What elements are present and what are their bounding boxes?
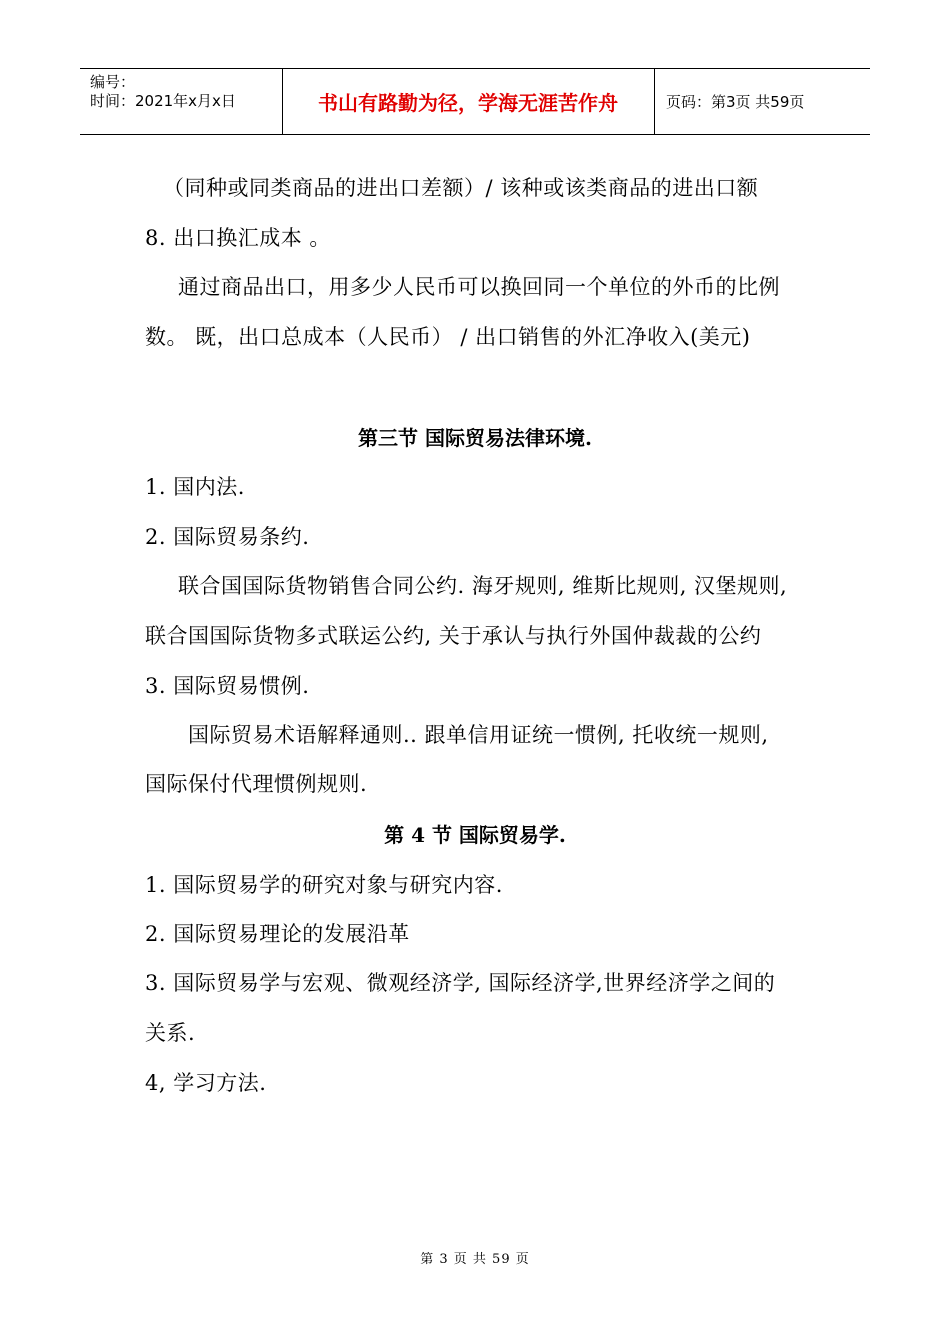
text-line-practices-2: 国际保付代理惯例规则.: [145, 772, 368, 796]
page-header: [80, 68, 870, 135]
header-page-info: 页码：第3页 共59页: [666, 93, 805, 111]
list-item-4-2: 2. 国际贸易理论的发展沿革: [145, 922, 410, 946]
text-line-1: （同种或同类商品的进出口差额）/ 该种或该类商品的进出口额: [163, 176, 759, 200]
list-item-2: 2. 国际贸易条约.: [145, 525, 310, 549]
text-line-treaties-2: 联合国国际货物多式联运公约, 关于承认与执行外国仲裁裁的公约: [145, 624, 762, 648]
document-number-label: 编号：: [90, 73, 136, 91]
section-heading-3: 第三节 国际贸易法律环境.: [358, 426, 592, 450]
text-line-3: 通过商品出口，用多少人民币可以换回同一个单位的外币的比例: [178, 275, 780, 299]
list-item-4-4: 4, 学习方法.: [145, 1071, 267, 1095]
header-meta-cell: [80, 69, 283, 134]
text-line-practices-1: 国际贸易术语解释通则.. 跟单信用证统一惯例, 托收统一规则,: [188, 723, 769, 747]
text-line-relations: 关系.: [145, 1021, 196, 1045]
list-item-4-1: 1. 国际贸易学的研究对象与研究内容.: [145, 873, 503, 897]
header-motto: 书山有路勤为径，学海无涯苦作舟: [282, 69, 655, 134]
list-item-1: 1. 国内法.: [145, 475, 245, 499]
page-footer: 第 3 页 共 59 页: [420, 1252, 530, 1267]
list-item-4-3: 3. 国际贸易学与宏观、微观经济学, 国际经济学,世界经济学之间的: [145, 971, 776, 995]
document-date-label: 时间：2021年x月x日: [90, 92, 236, 110]
text-line-4: 数。 既，出口总成本（人民币） / 出口销售的外汇净收入(美元): [145, 325, 751, 349]
text-line-treaties-1: 联合国国际货物销售合同公约. 海牙规则, 维斯比规则, 汉堡规则,: [178, 574, 788, 598]
item-heading-8: 8. 出口换汇成本 。: [145, 226, 331, 250]
list-item-3: 3. 国际贸易惯例.: [145, 674, 310, 698]
section-heading-4: 第 4 节 国际贸易学.: [384, 823, 566, 847]
